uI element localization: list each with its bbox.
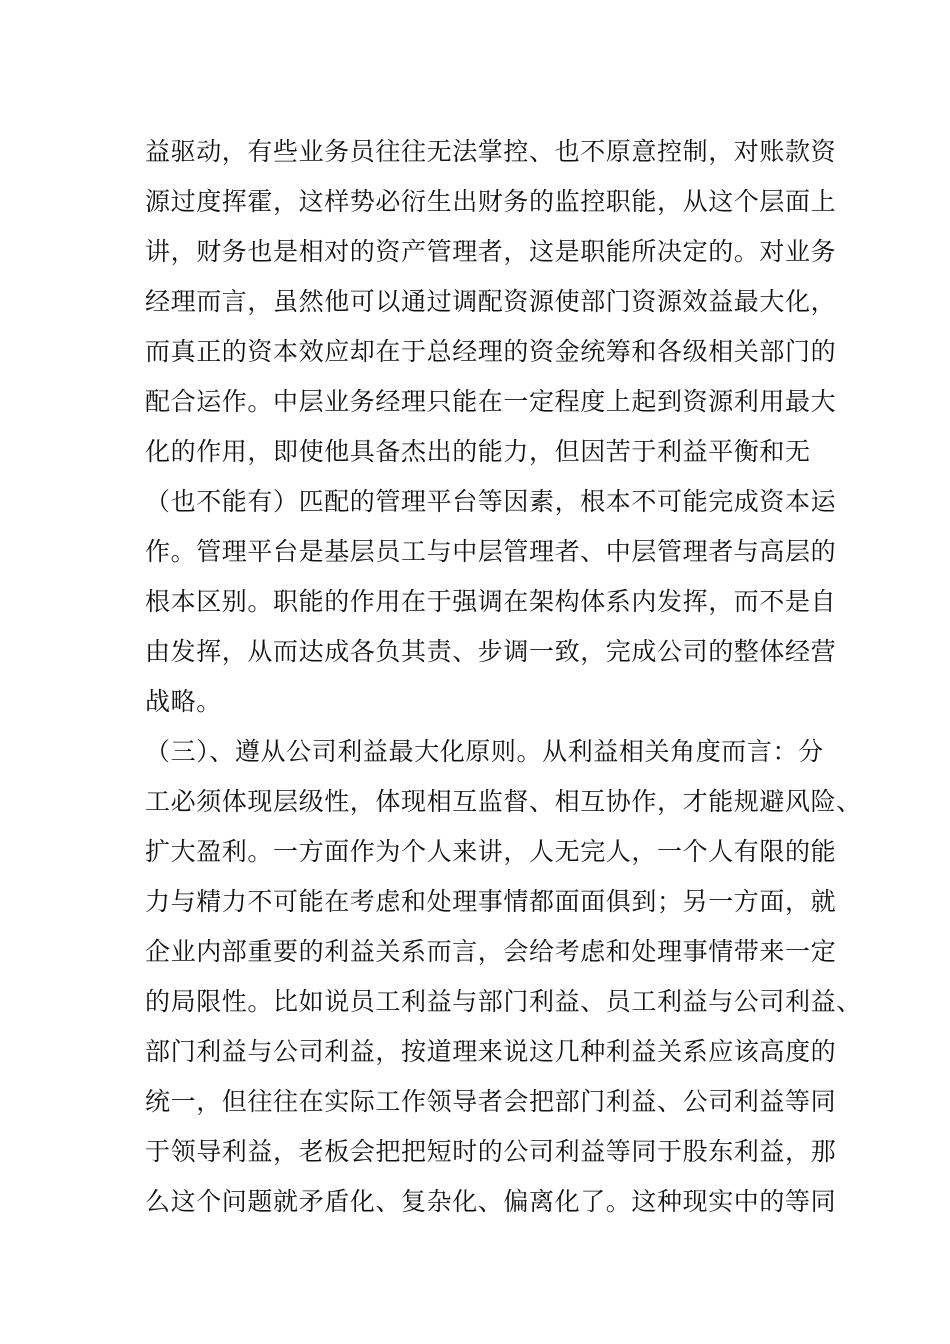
text-line: 源过度挥霍，这样势必衍生出财务的监控职能，从这个层面上 [145,187,837,216]
text-line: 而真正的资本效应却在于总经理的资金统筹和各级相关部门的 [145,337,837,366]
text-line: 于领导利益，老板会把把短时的公司利益等同于股东利益，那 [145,1137,837,1166]
text-line: 配合运作。中层业务经理只能在一定程度上起到资源利用最大 [145,387,837,416]
text-line: 企业内部重要的利益关系而言，会给考虑和处理事情带来一定 [145,937,837,966]
text-line: 部门利益与公司利益，按道理来说这几种利益关系应该高度的 [145,1037,837,1066]
text-line: 扩大盈利。一方面作为个人来讲，人无完人，一个人有限的能 [145,837,837,866]
text-line: 作。管理平台是基层员工与中层管理者、中层管理者与高层的 [145,537,837,566]
text-line: 经理而言，虽然他可以通过调配资源使部门资源效益最大化， [145,287,837,316]
text-line: 由发挥，从而达成各负其责、步调一致，完成公司的整体经营 [145,637,837,666]
text-line: 益驱动，有些业务员往往无法掌控、也不原意控制，对账款资 [145,137,837,166]
text-line: 根本区别。职能的作用在于强调在架构体系内发挥，而不是自 [145,587,837,616]
text-line: 力与精力不可能在考虑和处理事情都面面俱到；另一方面，就 [145,887,837,916]
text-line: 的局限性。比如说员工利益与部门利益、员工利益与公司利益、 [145,987,862,1016]
text-line: 工必须体现层级性，体现相互监督、相互协作，才能规避风险、 [145,787,862,816]
text-line: 么这个问题就矛盾化、复杂化、偏离化了。这种现实中的等同 [145,1187,837,1216]
section-heading-line: （三）、遵从公司利益最大化原则。从利益相关角度而言：分 [145,737,824,766]
text-line: （也不能有）匹配的管理平台等因素，根本不可能完成资本运 [145,487,837,516]
text-line: 讲，财务也是相对的资产管理者，这是职能所决定的。对业务 [145,237,837,266]
text-line: 化的作用，即使他具备杰出的能力，但因苦于利益平衡和无 [145,437,811,466]
text-line: 统一，但往往在实际工作领导者会把部门利益、公司利益等同 [145,1087,837,1116]
text-line: 战略。 [145,687,222,716]
